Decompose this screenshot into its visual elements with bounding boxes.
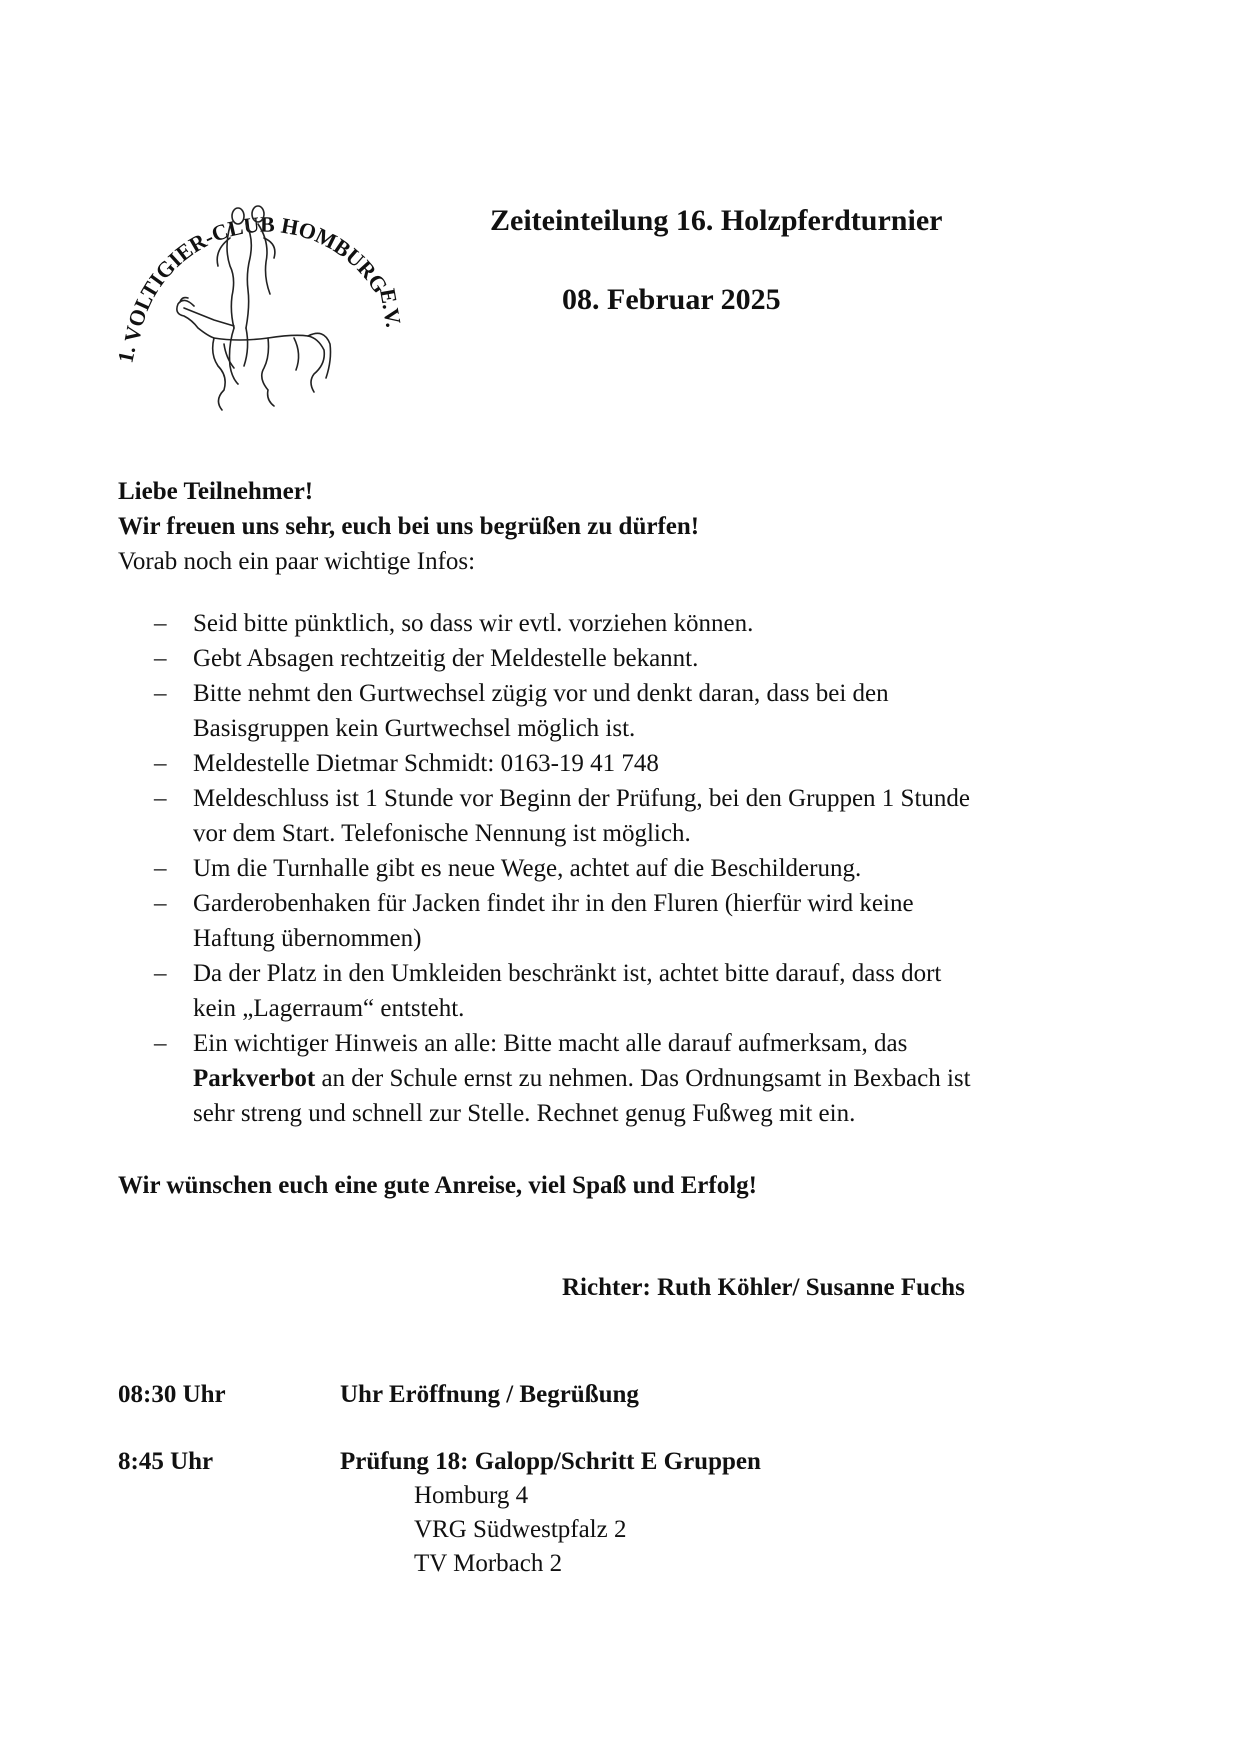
vaulting-horse-logo-icon bbox=[118, 178, 418, 438]
logo-arc-textpath: VOLTIGIER-CLUB HOMBURG bbox=[119, 211, 394, 345]
dash-bullet: – bbox=[154, 890, 167, 917]
schedule-title: Prüfung 18: Galopp/Schritt E Gruppen bbox=[340, 1448, 761, 1475]
lead-line: Vorab noch ein paar wichtige Infos: bbox=[118, 548, 476, 575]
list-item bbox=[118, 886, 1118, 956]
list-item-line: vor dem Start. Telefonische Nennung ist möglich. bbox=[193, 820, 691, 847]
list-item-line: Meldestelle Dietmar Schmidt: 0163-19 41 748 bbox=[193, 750, 659, 777]
list-item bbox=[118, 851, 1118, 886]
list-item-line: Gebt Absagen rechtzeitig der Meldestelle bekannt. bbox=[193, 645, 699, 672]
dash-bullet: – bbox=[154, 855, 167, 882]
closing-line: Wir wünschen euch eine gute Anreise, viel Spaß und Erfolg! bbox=[118, 1172, 757, 1199]
info-list bbox=[118, 606, 1118, 1131]
list-item-line: Haftung übernommen) bbox=[193, 925, 422, 952]
list-item bbox=[118, 606, 1118, 641]
list-item-line: Ein wichtiger Hinweis an alle: Bitte macht alle darauf aufmerksam, das bbox=[193, 1030, 908, 1057]
list-item bbox=[118, 1026, 1118, 1131]
page-title: Zeiteinteilung 16. Holzpferdturnier bbox=[490, 204, 943, 237]
list-item bbox=[118, 746, 1118, 781]
list-item-line: Meldeschluss ist 1 Stunde vor Beginn der Prüfung, bei den Gruppen 1 Stunde bbox=[193, 785, 970, 812]
list-item-line: Seid bitte pünktlich, so dass wir evtl. vorziehen können. bbox=[193, 610, 754, 637]
list-item bbox=[118, 956, 1118, 1026]
schedule bbox=[118, 1378, 1118, 1581]
schedule-time: 08:30 Uhr bbox=[118, 1381, 226, 1408]
team-entry: TV Morbach 2 bbox=[414, 1550, 563, 1577]
list-item-line bbox=[193, 1061, 1118, 1096]
team-entry: Homburg 4 bbox=[414, 1482, 529, 1509]
logo-text-left: 1. bbox=[118, 343, 141, 366]
list-item bbox=[118, 781, 1118, 851]
schedule-row bbox=[118, 1445, 1118, 1479]
schedule-time: 8:45 Uhr bbox=[118, 1448, 214, 1475]
list-item bbox=[118, 641, 1118, 676]
dash-bullet: – bbox=[154, 680, 167, 707]
dash-bullet: – bbox=[154, 610, 167, 637]
team-list bbox=[414, 1479, 1118, 1581]
team-entry: VRG Südwestpfalz 2 bbox=[414, 1516, 627, 1543]
parking-ban-emphasis: Parkverbot bbox=[193, 1065, 316, 1092]
club-logo bbox=[118, 178, 418, 438]
event-date: 08. Februar 2025 bbox=[562, 283, 781, 316]
list-item-line: sehr streng und schnell zur Stelle. Rechnet genug Fußweg mit ein. bbox=[193, 1100, 856, 1127]
list-item-line: Garderobenhaken für Jacken findet ihr in den Fluren (hierfür wird keine bbox=[193, 890, 914, 917]
dash-bullet: – bbox=[154, 645, 167, 672]
dash-bullet: – bbox=[154, 750, 167, 777]
dash-bullet: – bbox=[154, 1030, 167, 1057]
logo-arc-text bbox=[119, 212, 393, 345]
intro-block bbox=[118, 474, 699, 579]
list-item-line: kein „Lagerraum“ entsteht. bbox=[193, 995, 465, 1022]
judges-line: Richter: Ruth Köhler/ Susanne Fuchs bbox=[562, 1274, 965, 1301]
list-item-text: an der Schule ernst zu nehmen. Das Ordnungsamt in Bexbach ist bbox=[315, 1065, 971, 1092]
list-item-line: Basisgruppen kein Gurtwechsel möglich ist. bbox=[193, 715, 636, 742]
schedule-row bbox=[118, 1378, 1118, 1412]
list-item-line: Um die Turnhalle gibt es neue Wege, achtet auf die Beschilderung. bbox=[193, 855, 862, 882]
dash-bullet: – bbox=[154, 785, 167, 812]
greeting: Liebe Teilnehmer! bbox=[118, 478, 314, 505]
dash-bullet: – bbox=[154, 960, 167, 987]
logo-text-right: E.V. bbox=[375, 286, 407, 330]
list-item bbox=[118, 676, 1118, 746]
list-item-line: Da der Platz in den Umkleiden beschränkt ist, achtet bitte darauf, dass dort bbox=[193, 960, 942, 987]
welcome-line: Wir freuen uns sehr, euch bei uns begrüßen zu dürfen! bbox=[118, 513, 700, 540]
schedule-title: Uhr Eröffnung / Begrüßung bbox=[340, 1381, 639, 1408]
list-item-line: Bitte nehmt den Gurtwechsel zügig vor und denkt daran, dass bei den bbox=[193, 680, 889, 707]
